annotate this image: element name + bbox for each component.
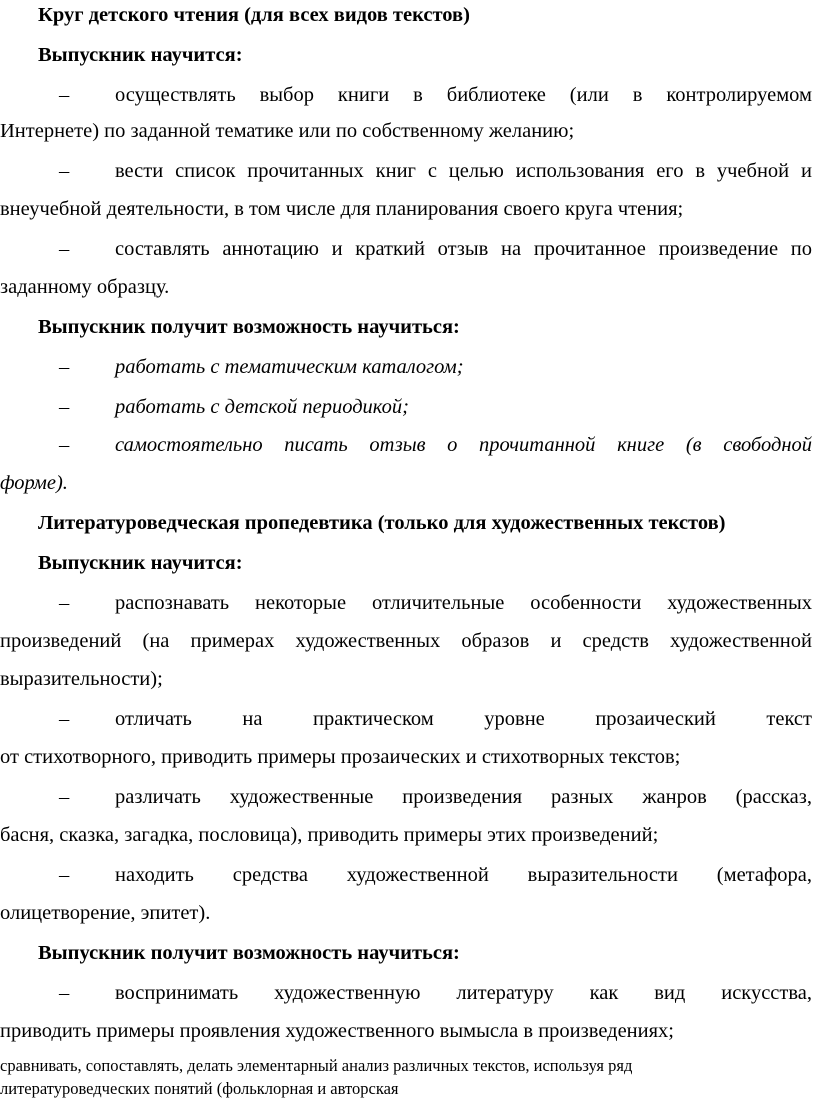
dash-marker: – (59, 592, 70, 614)
dash-marker: – (59, 434, 70, 456)
dash-marker: – (59, 160, 70, 182)
section1-will-learn-heading: Выпускник научится: (38, 44, 243, 66)
dash-marker: – (59, 786, 70, 808)
dash-marker: – (59, 864, 70, 886)
section1-may-learn-heading: Выпускник получит возможность научиться: (38, 316, 460, 338)
dash-marker: – (59, 84, 70, 106)
section2-may-learn-heading: Выпускник получит возможность научиться: (38, 942, 460, 964)
section2-title: Литературоведческая пропедевтика (только для художественных текстов) (38, 512, 726, 534)
dash-marker: – (59, 356, 70, 378)
section2-will-learn-heading: Выпускник научится: (38, 552, 243, 574)
dash-marker: – (59, 238, 70, 260)
dash-marker: – (59, 982, 70, 1004)
dash-marker: – (59, 708, 70, 730)
section1-title: Круг детского чтения (для всех видов текстов) (38, 4, 470, 26)
dash-marker: – (59, 396, 70, 418)
